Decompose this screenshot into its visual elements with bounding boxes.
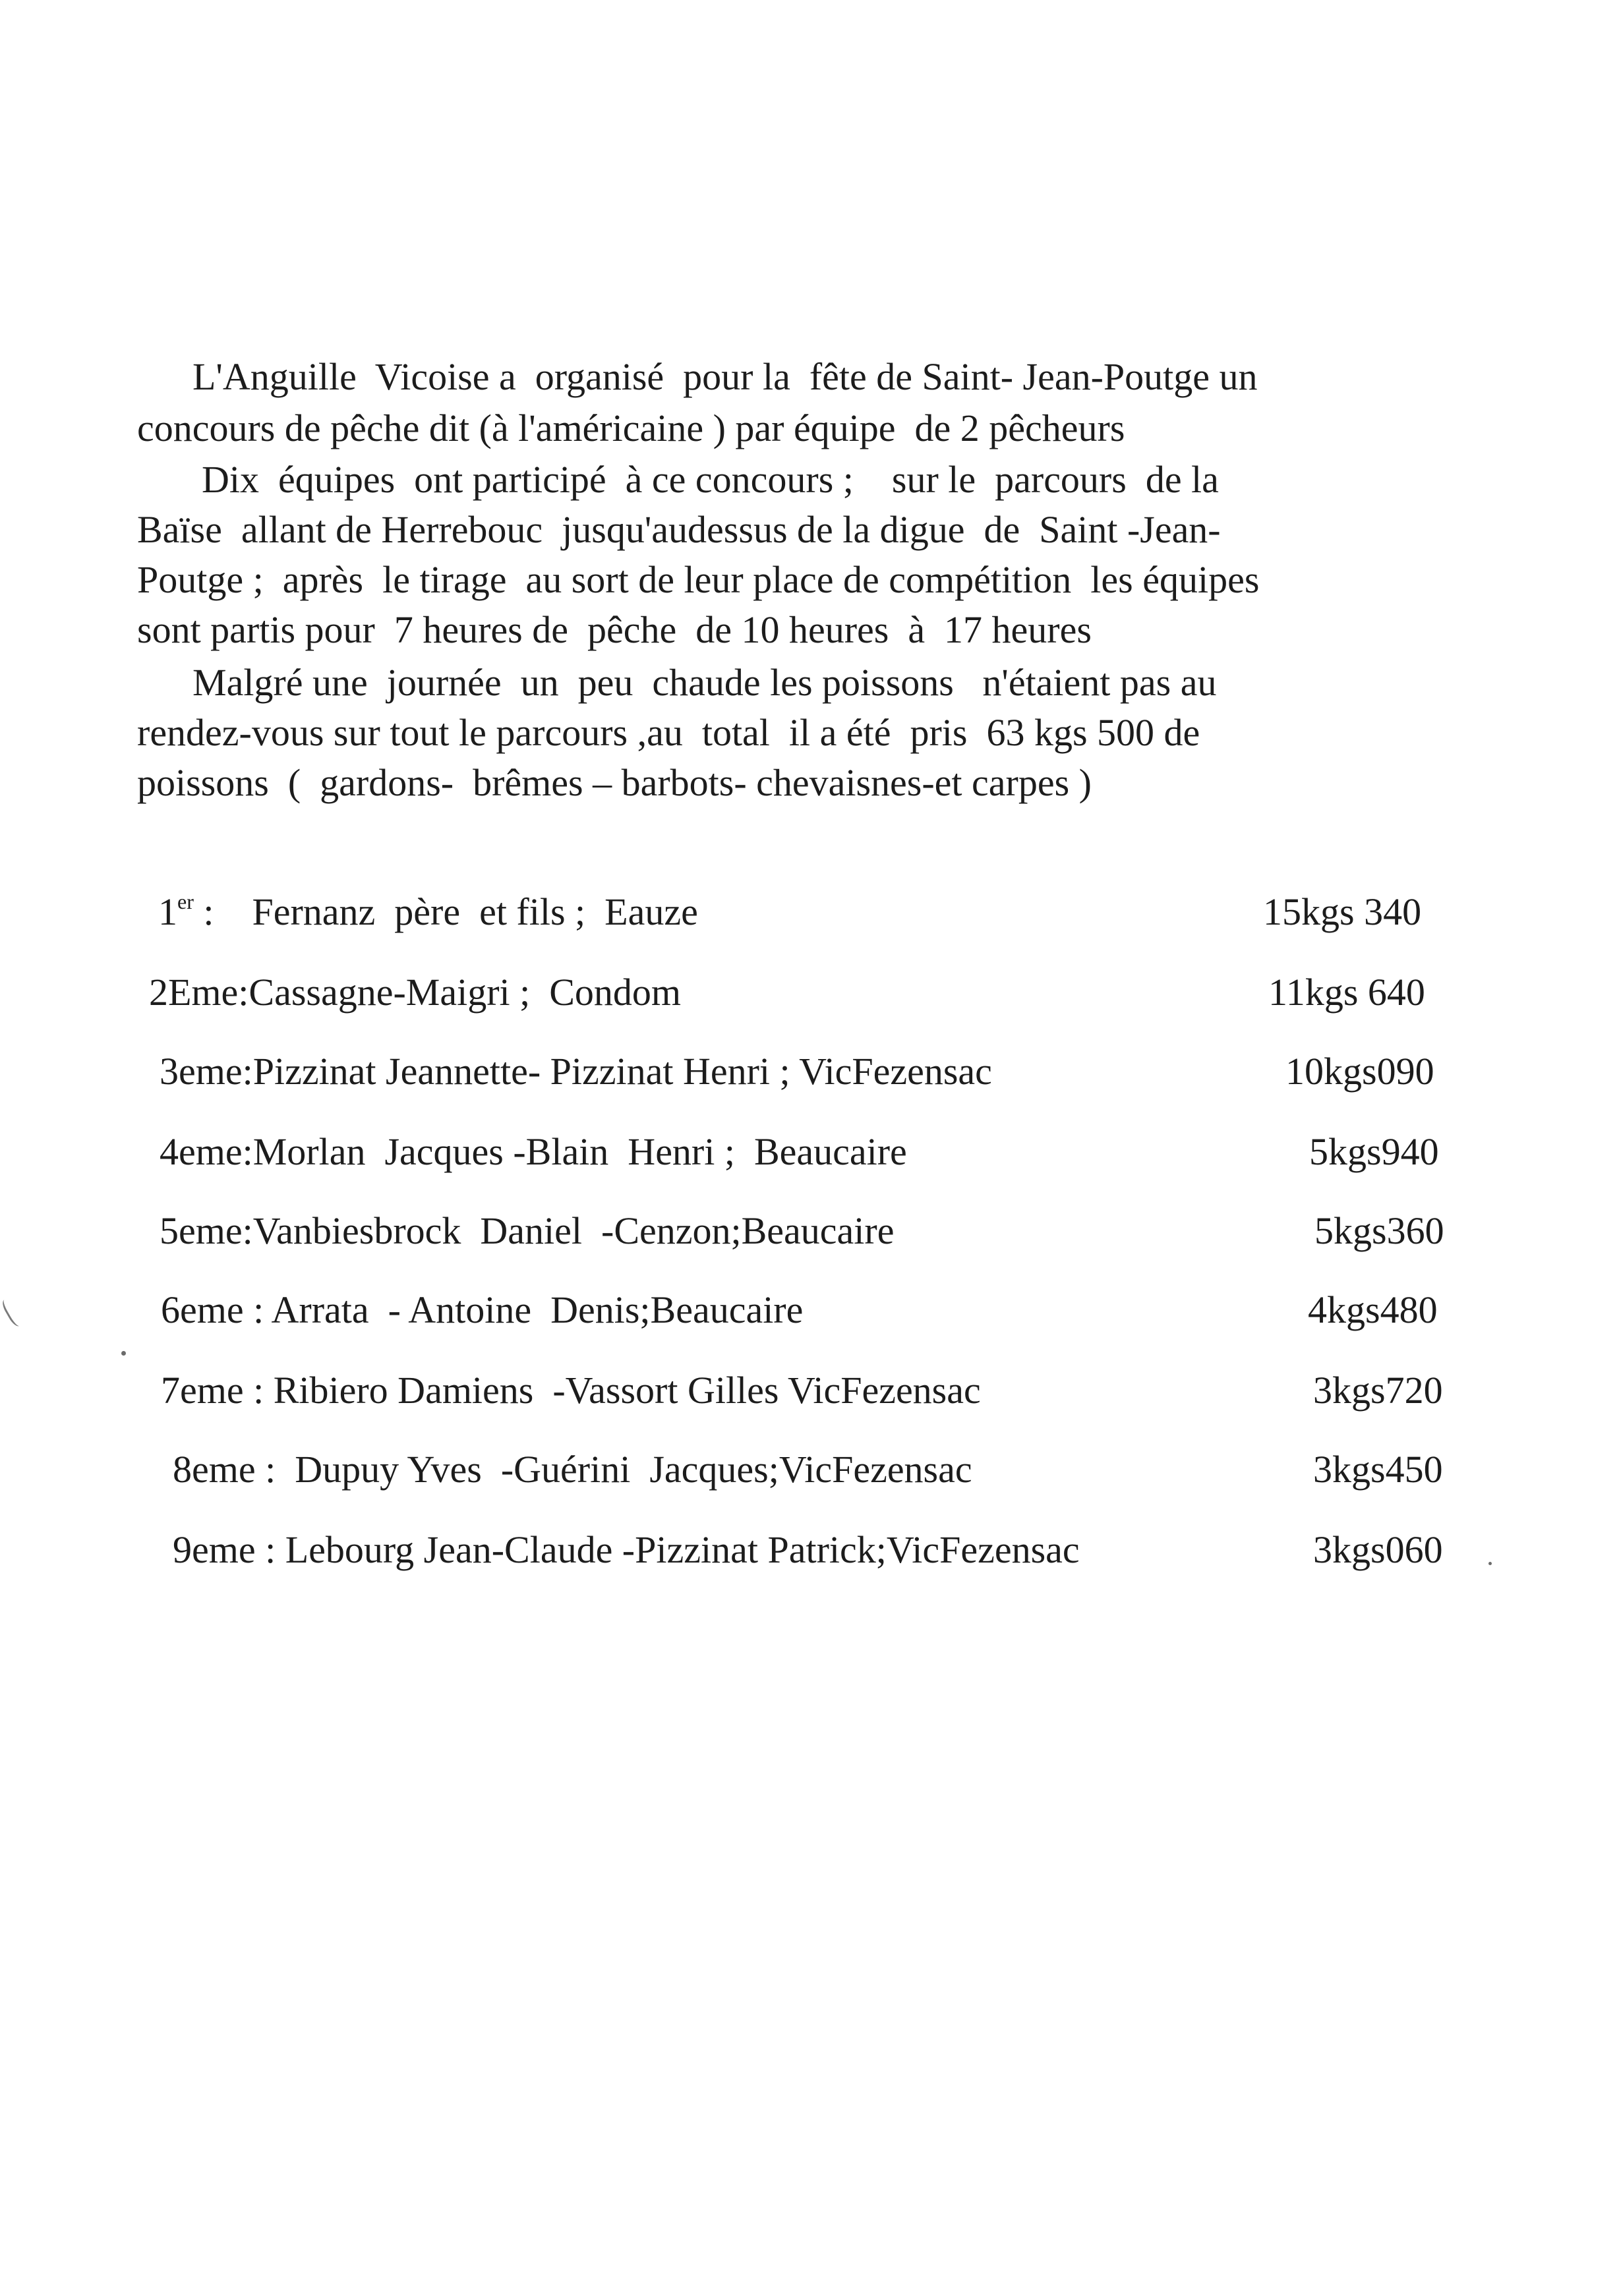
result-team: 4eme:Morlan Jacques -Blain Henri ; Beaucaire — [160, 1130, 907, 1173]
paragraph-line: Baïse allant de Herrebouc jusqu'audessus de la digue de Saint -Jean- — [137, 508, 1221, 551]
result-team: 9eme : Lebourg Jean-Claude -Pizzinat Patrick;VicFezensac — [173, 1528, 1080, 1571]
result-weight: 4kgs480 — [1308, 1288, 1438, 1331]
result-team: 6eme : Arrata - Antoine Denis;Beaucaire — [161, 1288, 804, 1331]
scan-mark — [0, 1296, 26, 1328]
result-team: 7eme : Ribiero Damiens -Vassort Gilles VicFezensac — [161, 1369, 981, 1412]
result-weight: 5kgs940 — [1309, 1130, 1439, 1173]
result-team — [158, 888, 698, 936]
result-team: 3eme:Pizzinat Jeannette- Pizzinat Henri ; VicFezensac — [160, 1050, 992, 1093]
result-team: 2Eme:Cassagne-Maigri ; Condom — [149, 971, 682, 1014]
result-weight: 3kgs720 — [1313, 1369, 1443, 1412]
paragraph-line: Poutge ; après le tirage au sort de leur place de compétition les équipes — [137, 558, 1260, 601]
result-weight: 3kgs060 — [1313, 1528, 1443, 1571]
paragraph-line: L'Anguille Vicoise a organisé pour la fête de Saint- Jean-Poutge un — [192, 355, 1258, 398]
paragraph-line: poissons ( gardons- brêmes – barbots- chevaisnes-et carpes ) — [137, 761, 1092, 804]
paragraph-line: concours de pêche dit (à l'américaine ) par équipe de 2 pêcheurs — [137, 407, 1125, 449]
result-team: 5eme:Vanbiesbrock Daniel -Cenzon;Beaucaire — [160, 1209, 895, 1252]
scan-speck — [1488, 1562, 1492, 1565]
result-weight: 10kgs090 — [1285, 1050, 1434, 1093]
result-weight: 15kgs 340 — [1263, 890, 1422, 933]
paragraph-line: rendez-vous sur tout le parcours ,au total il a été pris 63 kgs 500 de — [137, 711, 1200, 754]
result-weight: 3kgs450 — [1313, 1448, 1443, 1491]
result-rank: 1 — [158, 890, 177, 933]
scan-speck — [121, 1351, 126, 1356]
paragraph-line: sont partis pour 7 heures de pêche de 10 heures à 17 heures — [137, 608, 1092, 651]
result-rank-suffix: er — [177, 890, 194, 913]
paragraph-line: Dix équipes ont participé à ce concours ; sur le parcours de la — [202, 458, 1219, 501]
paragraph-line: Malgré une journée un peu chaude les poissons n'étaient pas au — [192, 661, 1217, 704]
result-team: 8eme : Dupuy Yves -Guérini Jacques;VicFezensac — [173, 1448, 972, 1491]
result-weight: 11kgs 640 — [1268, 971, 1425, 1014]
result-team-name: : Fernanz père et fils ; Eauze — [193, 890, 698, 933]
result-weight: 5kgs360 — [1314, 1209, 1444, 1252]
